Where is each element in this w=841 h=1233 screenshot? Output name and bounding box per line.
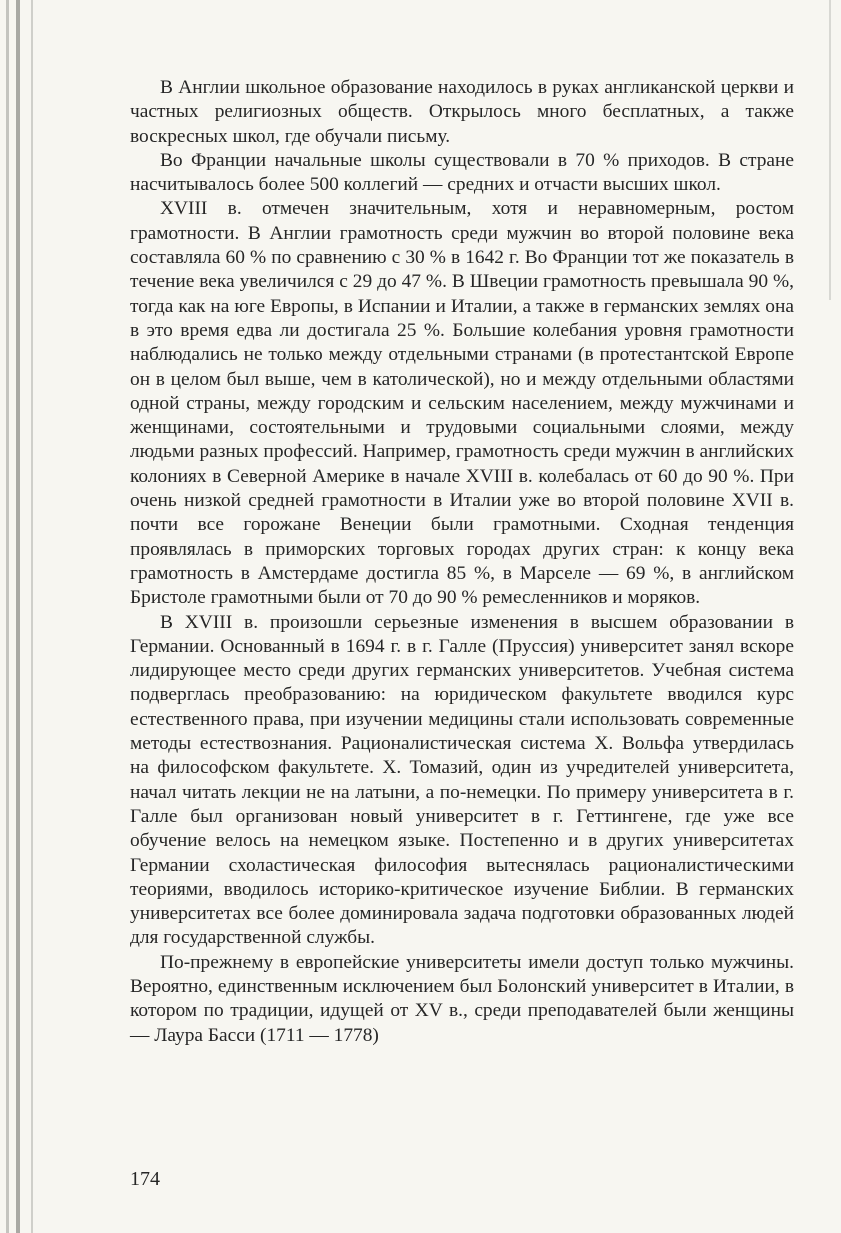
paragraph-literacy-growth: XVIII в. отмечен значительным, хотя и неравномерным, ростом грамотности. В Англии грамотность среди мужчин во второй половине века составляла 60 % по сравнению с 30 % в 1642 г. Во Франции тот же показатель в течение века увеличился с 29 до 47 %. В Швеции грамотность превышала 90 %, тогда как на юге Европы, в Испании и Италии, а также в германских землях она в это время едва ли достигала 25 %. Большие колебания уровня грамотности наблюдались не только между отдельными странами (в протестантской Европе он в целом был выше, чем в католической), но и между отдельными областями одной страны, между городским и сельским населением, между мужчинами и женщинами, состоятельными и трудовыми социальными слоями, между людьми разных профессий. Например, грамотность среди мужчин в английских колониях в Северной Америке в начале XVIII в. колебалась от 60 до 90 %. При очень низкой средней грамотности в Италии уже во второй половине XVII в. почти все горожане Венеции были грамотными. Сходная тенденция проявлялась в приморских торговых городах других стран: к концу века грамотность в Амстердаме достигла 85 %, в Марселе — 69 %, в английском Бристоле грамотными были от 70 до 90 % ремесленников и моряков. <box>130 198 794 609</box>
page-edge-mark <box>829 0 831 300</box>
binding-edge-line <box>16 0 20 1233</box>
paragraph-france-schools: Во Франции начальные школы существовали в 70 % приходов. В стране насчитывалось более 500 коллегий — средних и отчасти высших школ. <box>130 149 794 196</box>
paragraph-women-universities: По-прежнему в европейские университеты имели доступ только мужчины. Вероятно, единственным исключением был Болонский университет в Италии, в котором по традиции, идущей от XV в., среди преподавателей были женщины — Лаура Басси (1711 — 1778) <box>130 951 794 1046</box>
page-number: 174 <box>130 1168 160 1190</box>
paragraph-german-universities: В XVIII в. произошли серьезные изменения в высшем образовании в Германии. Основанный в 1694 г. в г. Галле (Пруссия) университет занял вскоре лидирующее место среди других германских университетов. Учебная система подверглась преобразованию: на юридическом факультете вводился курс естественного права, при изучении медицины стали использовать современные методы естествознания. Рационалистическая система Х. Вольфа утвердилась на философском факультете. Х. Томазий, один из учредителей университета, начал читать лекции не на латыни, а по-немецки. По примеру университета в г. Галле был организован новый университет в г. Геттингене, где уже все обучение велось на немецком языке. Постепенно и в других университетах Германии схоластическая философия вытеснялась рационалистическими теориями, вводилось историко-критическое изучение Библии. В германских университетах все более доминировала задача подготовки образованных людей для государственной службы. <box>130 611 794 949</box>
binding-edge-line <box>6 0 9 1233</box>
binding-edge-line <box>31 0 33 1233</box>
paragraph-england-schools: В Англии школьное образование находилось в руках англиканской церкви и частных религиозных обществ. Открылось много бесплатных, а также воскресных школ, где обучали письму. <box>130 77 794 147</box>
page-body <box>130 76 794 1048</box>
